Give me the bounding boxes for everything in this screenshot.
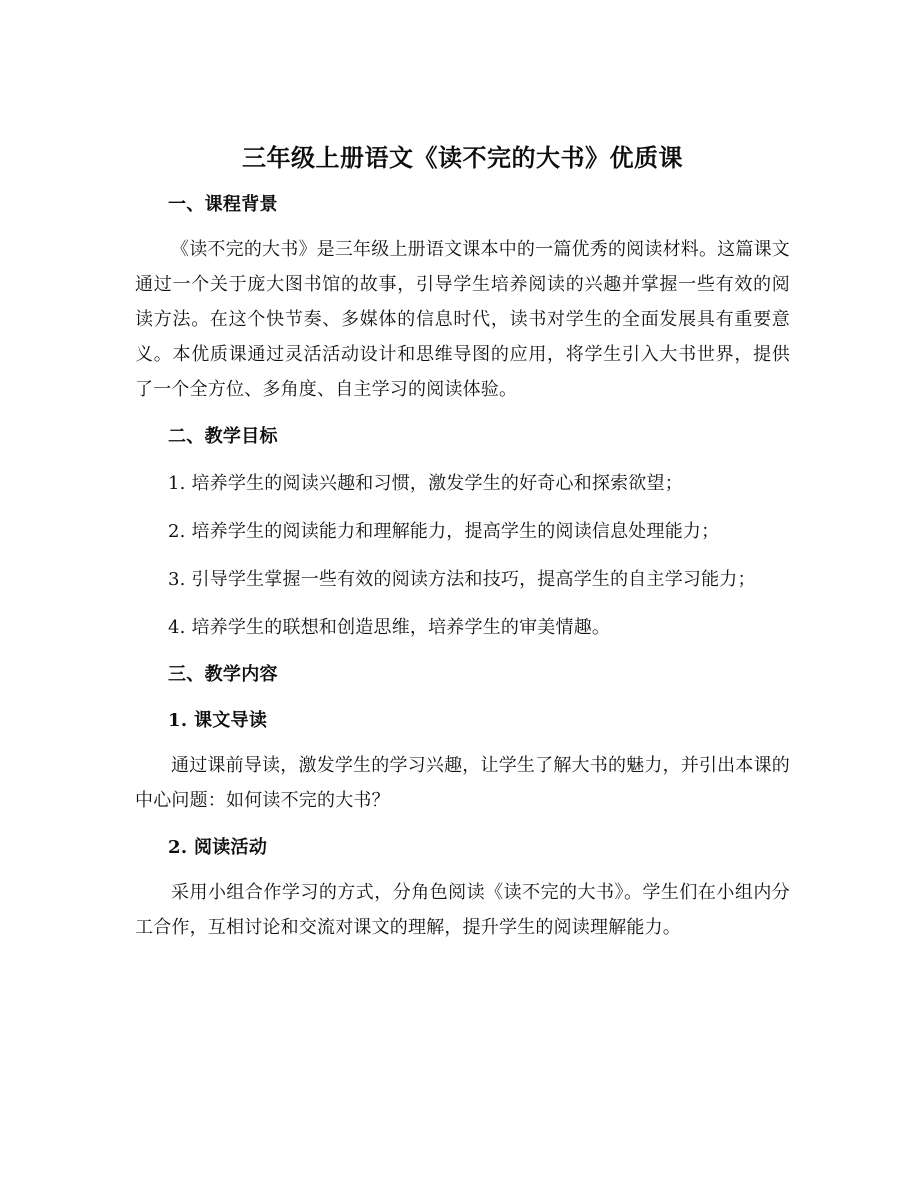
list-item: 1. 培养学生的阅读兴趣和习惯，激发学生的好奇心和探索欲望；: [168, 473, 683, 494]
subsection-heading-reading-activity: 2. 阅读活动: [168, 837, 268, 858]
section-heading-course-background: 一、课程背景: [168, 194, 278, 215]
subsection-heading-text-guided-reading: 1. 课文导读: [168, 710, 268, 731]
paragraph-course-background: 《读不完的大书》是三年级上册语文课本中的一篇优秀的阅读材料。这篇课文通过一个关于庞大图书馆的故事，引导学生培养阅读的兴趣并掌握一些有效的阅读方法。在这个快节奏、多媒体的信息时代，读书对学生的全面发展具有重要意义。本优质课通过灵活活动设计和思维导图的应用，将学生引入大书世界，提供了一个全方位、多角度、自主学习的阅读体验。: [135, 239, 790, 400]
section-heading-teaching-objectives: 二、教学目标: [168, 426, 278, 447]
list-item: 3. 引导学生掌握一些有效的阅读方法和技巧，提高学生的自主学习能力；: [168, 569, 756, 590]
list-item: 2. 培养学生的阅读能力和理解能力，提高学生的阅读信息处理能力；: [168, 521, 720, 542]
paragraph-reading-activity: 采用小组合作学习的方式，分角色阅读《读不完的大书》。学生们在小组内分工合作，互相讨论和交流对课文的理解，提升学生的阅读理解能力。: [135, 882, 790, 938]
document-content: [135, 0, 790, 945]
section-heading-teaching-content: 三、教学内容: [168, 664, 278, 685]
paragraph-text-guided-reading: 通过课前导读，激发学生的学习兴趣，让学生了解大书的魅力，并引出本课的中心问题：如何读不完的大书？: [135, 755, 790, 811]
list-item: 4. 培养学生的联想和创造思维，培养学生的审美情趣。: [168, 617, 611, 638]
page-title: 三年级上册语文《读不完的大书》优质课: [242, 143, 683, 172]
